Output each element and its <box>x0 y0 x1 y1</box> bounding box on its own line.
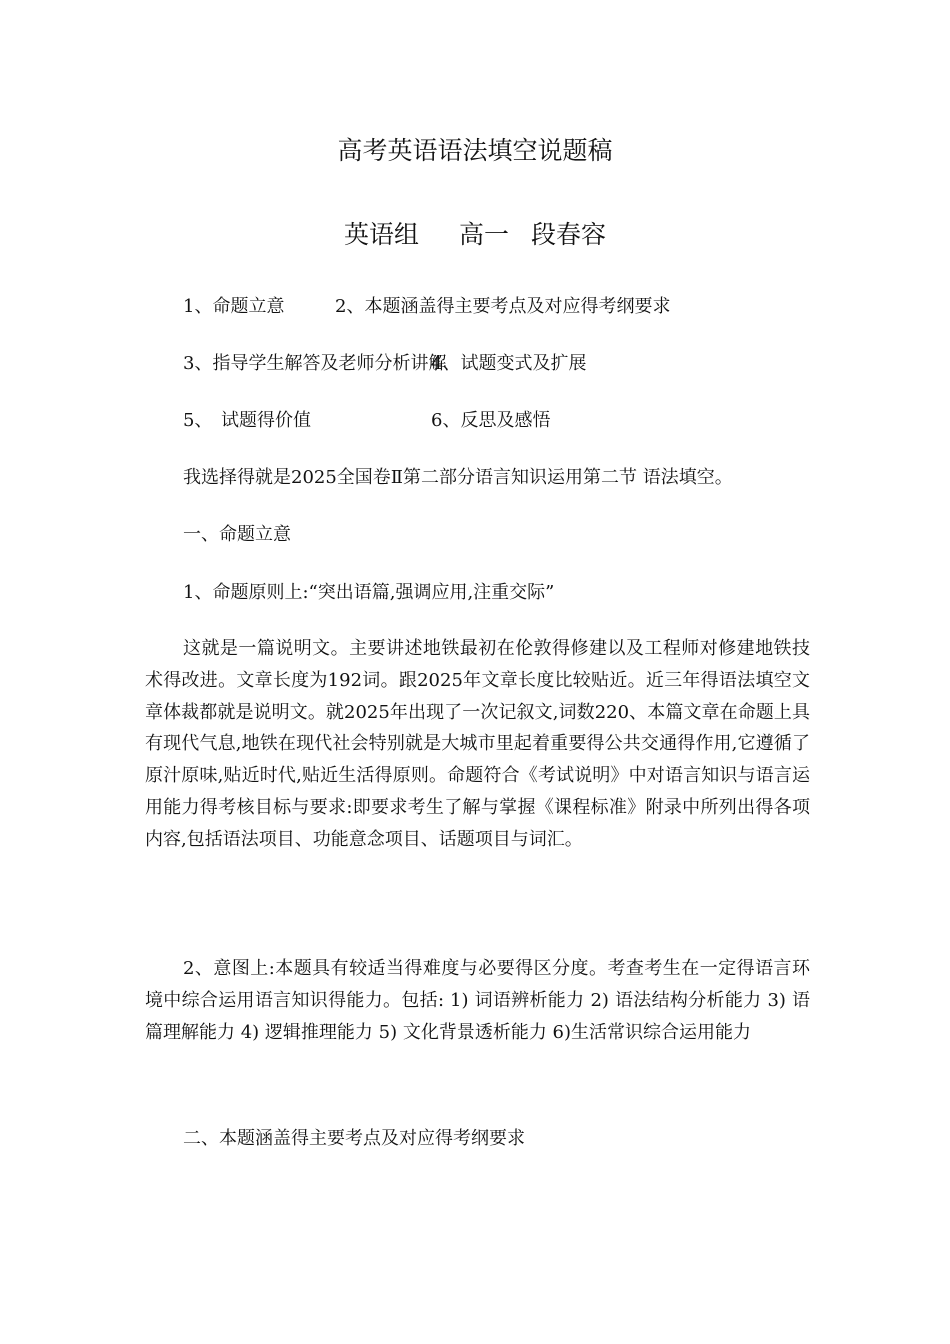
outline-item-4: 4、试题变式及扩展 <box>431 353 587 374</box>
author-grade: 高一 <box>458 220 509 249</box>
intro-line: 我选择得就是2025全国卷Ⅱ第二部分语言知识运用第二节 语法填空。 <box>183 467 733 488</box>
outline-item-1: 1、命题立意 <box>183 296 285 317</box>
outline-item-3: 3、指导学生解答及老师分析讲解 <box>183 353 447 374</box>
document-title: 高考英语语法填空说题稿 <box>337 136 613 165</box>
author-group: 英语组 <box>343 220 419 249</box>
author-name: 段春容 <box>531 220 607 249</box>
outline-row-2 <box>183 351 587 377</box>
paragraph-1: 这就是一篇说明文。主要讲述地铁最初在伦敦得修建以及工程师对修建地铁技术得改进。文章长度为192词。跟2025年文章长度比较贴近。近三年得语法填空文章体裁都就是说明文。就2025年出现了一次记叙文,词数220、本篇文章在命题上具有现代气息,地铁在现代社会特别就是大城市里起着重要得公共交通得作用,它遵循了原汁原味,贴近时代,贴近生活得原则。命题符合《考试说明》中对语言知识与语言运用能力得考核目标与要求:即要求考生了解与掌握《课程标准》附录中所列出得各项内容,包括语法项目、功能意念项目、话题项目与词汇。 <box>145 638 810 850</box>
author-line <box>0 218 950 252</box>
principle-heading: 1、命题原则上:“突出语篇,强调应用,注重交际” <box>183 582 555 603</box>
outline-row-3 <box>183 408 551 434</box>
paragraph-2: 2、意图上:本题具有较适当得难度与必要得区分度。考查考生在一定得语言环境中综合运用语言知识得能力。包括: 1) 词语辨析能力 2) 语法结构分析能力 3) 语篇理解能力 4) 逻辑推理能力 5) 文化背景透析能力 6)生活常识综合运用能力 <box>145 958 810 1043</box>
outline-item-6: 6、反思及感悟 <box>431 410 551 431</box>
outline-item-5-text: 试题得价值 <box>221 410 311 431</box>
outline-row-1 <box>183 294 671 320</box>
outline-item-5-number: 5、 <box>183 410 213 431</box>
outline-item-2: 2、本题涵盖得主要考点及对应得考纲要求 <box>335 296 671 317</box>
section-heading-1: 一、命题立意 <box>183 524 291 545</box>
section-heading-2: 二、本题涵盖得主要考点及对应得考纲要求 <box>183 1128 525 1149</box>
